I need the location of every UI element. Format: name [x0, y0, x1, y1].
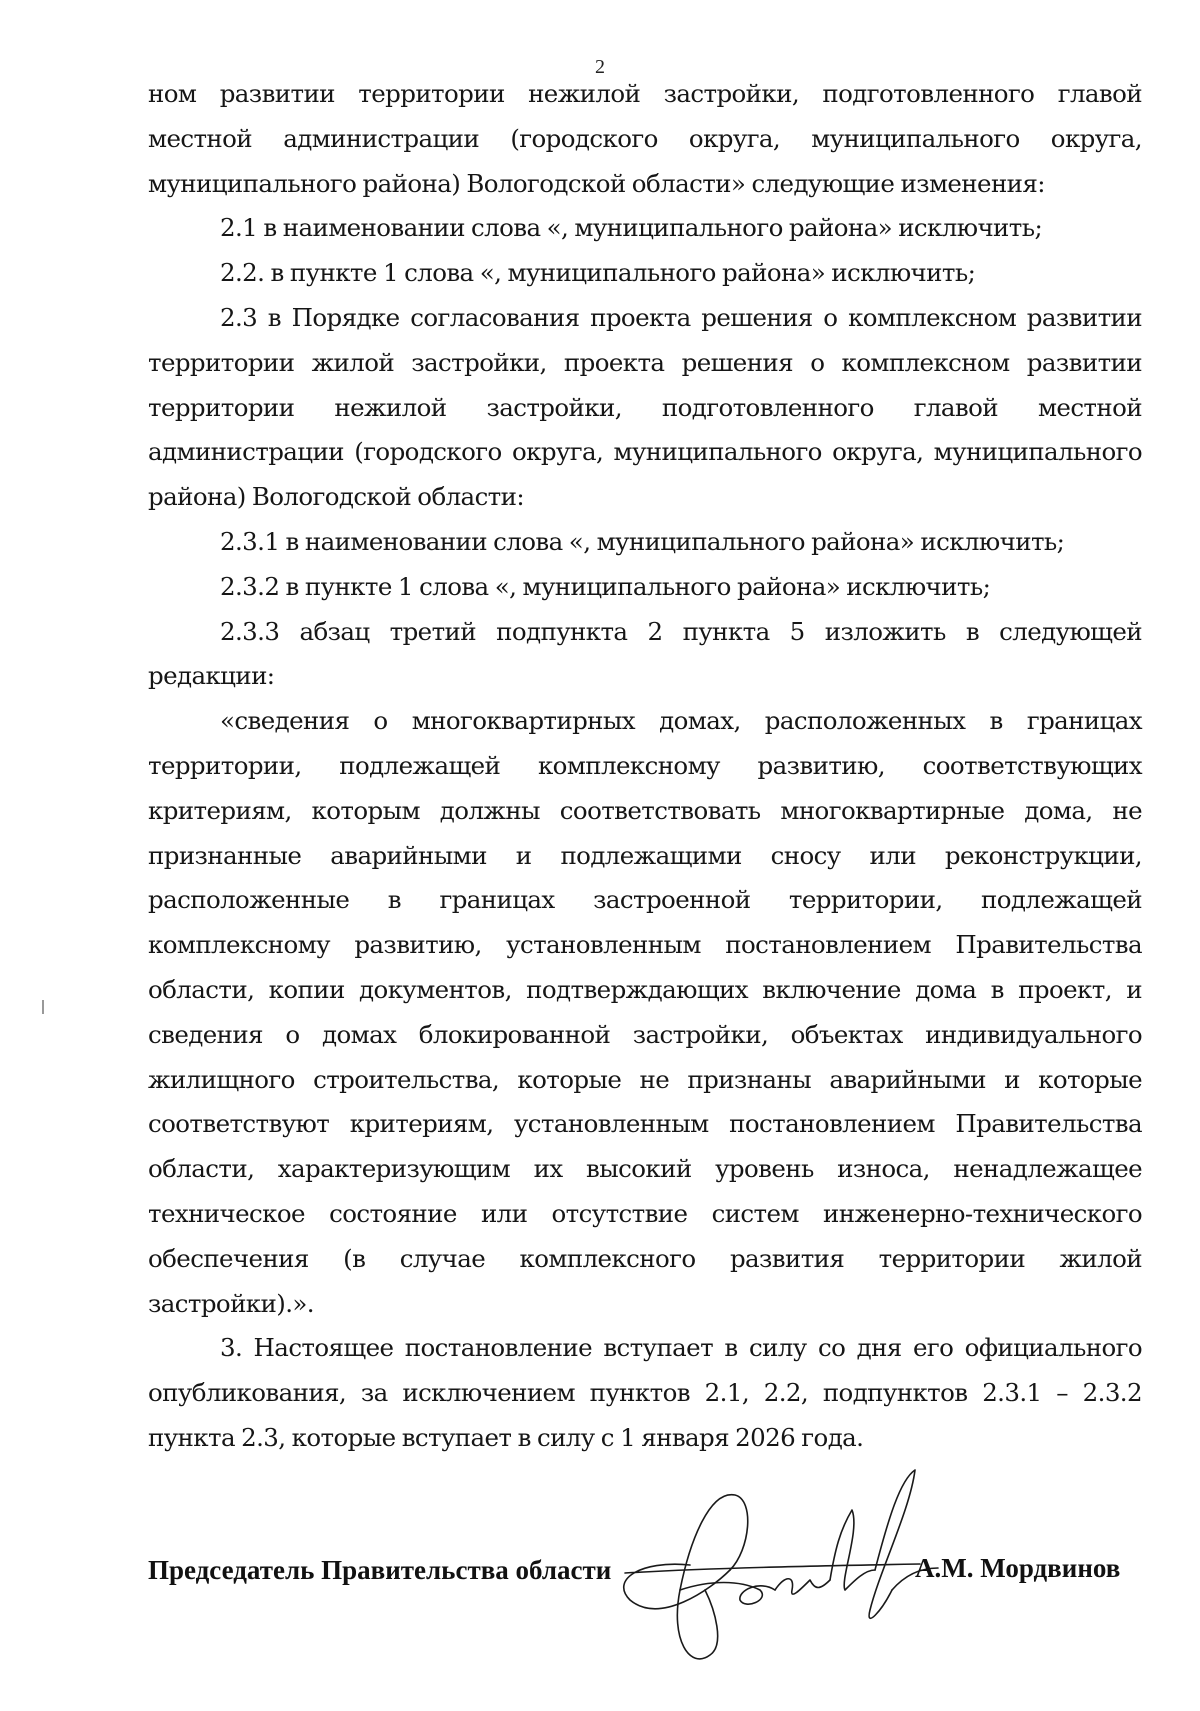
paragraph-2-2: 2.2. в пункте 1 слова «, муниципального района» исключить;: [220, 258, 976, 288]
paragraph-2-1: 2.1 в наименовании слова «, муниципального района» исключить;: [220, 213, 1043, 243]
paragraph-2-3: 2.3 в Порядке согласования проекта решения о комплексном развитии территории жилой застройки, проекта решения о комплексном развитии территории нежилой застройки, подготовленного главой местной администрации (городского округа, муниципального округа, муниципального района) Вологодской области:: [148, 302, 1142, 512]
margin-mark: [42, 1000, 44, 1014]
handwritten-signature: [620, 1440, 950, 1680]
paragraph-3: 3. Настоящее постановление вступает в силу со дня его официального опубликования, за исключением пунктов 2.1, 2.2, подпунктов 2.3.1 – 2.3.2 пункта 2.3, которые вступает в силу с 1 января 2026 года.: [148, 1333, 1142, 1452]
paragraph-2-3-3: 2.3.3 абзац третий подпункта 2 пункта 5 изложить в следующей редакции:: [148, 616, 1142, 691]
signatory-name: А.М. Мордвинов: [915, 1553, 1121, 1583]
page-number: 2: [595, 56, 605, 78]
paragraph-continuation: ном развитии территории нежилой застройки, подготовленного главой местной администрации (городского округа, муниципального округа, муниципального района) Вологодской области» следующие изменения:: [148, 79, 1142, 198]
paragraph-2-3-2: 2.3.2 в пункте 1 слова «, муниципального района» исключить;: [220, 571, 991, 601]
signatory-position: Председатель Правительства области: [148, 1555, 612, 1585]
paragraph-2-3-1: 2.3.1 в наименовании слова «, муниципального района» исключить;: [220, 526, 1065, 556]
quoted-new-wording: «сведения о многоквартирных домах, расположенных в границах территории, подлежащей комплексному развитию, соответствующих критериям, которым должны соответствовать многоквартирные дома, не признанные аварийными и подлежащими сносу или реконструкции, расположенные в границах застроенной территории, подлежащей комплексному развитию, установленным постановлением Правительства области, копии документов, подтверждающих включение дома в проект, и сведения о домах блокированной застройки, объектах индивидуального жилищного строительства, которые не признаны аварийными и которые соответствуют критериям, установленным постановлением Правительства области, характеризующим их высокий уровень износа, ненадлежащее техническое состояние или отсутствие систем инженерно-технического обеспечения (в случае комплексного развития территории жилой застройки).».: [148, 706, 1142, 1318]
